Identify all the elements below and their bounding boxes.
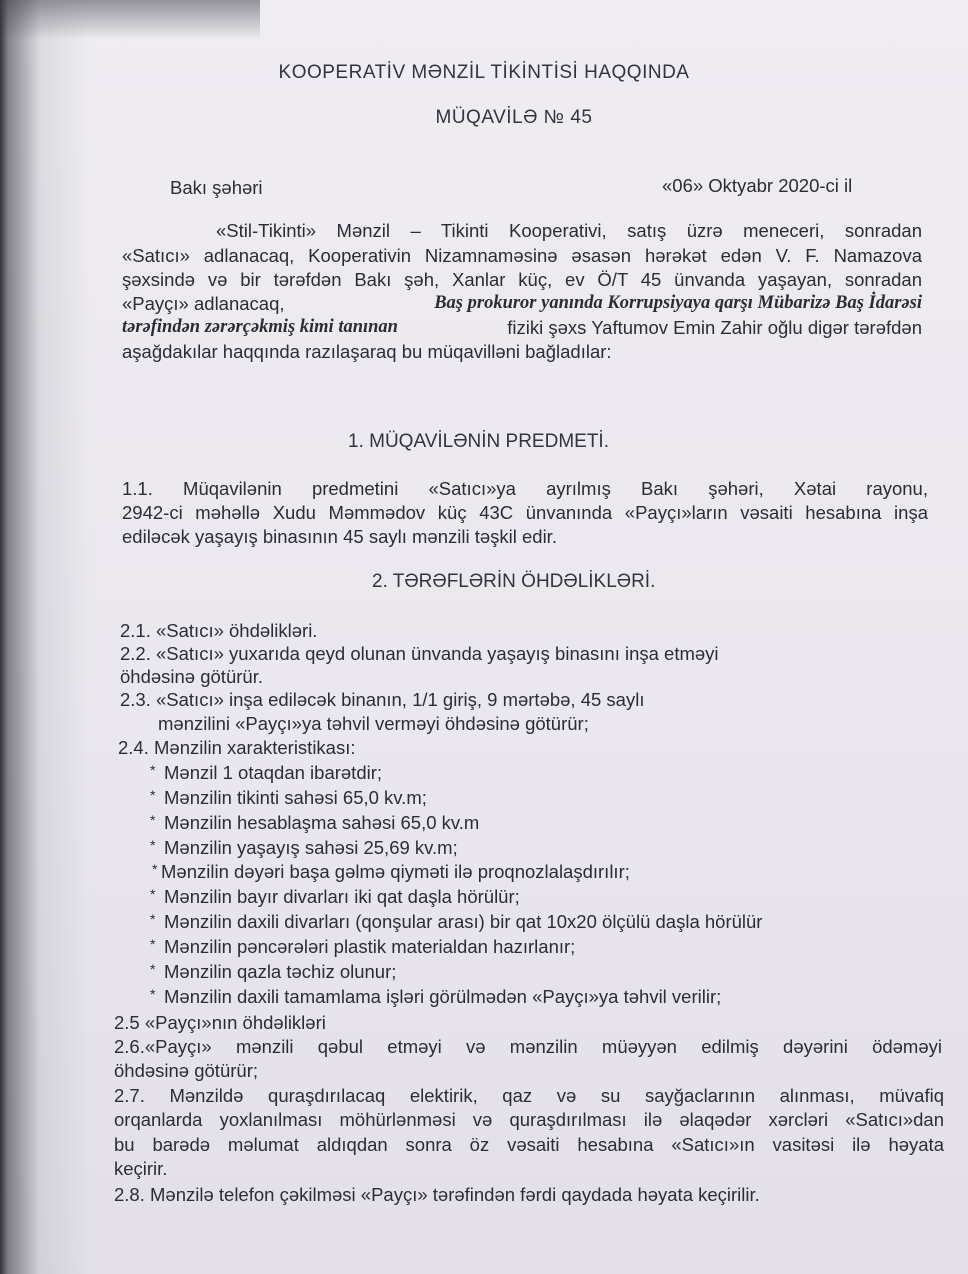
characteristic-item [150, 762, 382, 784]
characteristic-item [150, 961, 396, 983]
clause-1-1-line-3: ediləcək yaşayış binasının 45 saylı mənzili təşkil edir. [122, 526, 557, 547]
characteristic-text: Mənzilin yaşayış sahəsi 25,69 kv.m; [164, 837, 458, 858]
characteristic-item [150, 886, 520, 908]
characteristic-text: Mənzilin daxili divarları (qonşular arası) bir qat 10x20 ölçülü daşla hörülür [164, 911, 763, 932]
clause-2-3-line-2: mənzilini «Payçı»ya təhvil verməyi öhdəsinə götürür; [158, 713, 589, 734]
characteristic-text: Mənzilin daxili tamamlama işləri görülmədən «Payçı»ya təhvil verilir; [164, 986, 722, 1007]
intro-line-5 [122, 317, 922, 339]
characteristic-item [150, 911, 762, 933]
intro-line-4 [122, 293, 922, 315]
intro-line-1: «Stil-Tikinti» Mənzil – Tikinti Kooperativi, satış üzrə meneceri, sonradan [216, 220, 922, 241]
bullet-icon: * [150, 812, 156, 828]
clause-2-6-line-1: 2.6.«Payçı» mənzili qəbul etməyi və mənzilin müəyyən edilmiş dəyərini ödəməyi [114, 1036, 942, 1057]
clause-2-4: 2.4. Mənzilin xarakteristikası: [118, 737, 356, 758]
clause-2-7-line-1: 2.7. Mənzildə quraşdırılacaq elektirik, qaz və su sayğaclarının alınması, müvafiq [114, 1085, 944, 1106]
characteristic-text: Mənzilin dəyəri başa gəlmə qiyməti ilə proqnozlalaşdırılır; [161, 861, 630, 882]
page-edge-shadow [0, 0, 90, 1274]
clause-2-7-line-3: bu barədə məlumat aldıqdan sonra öz vəsaiti hesabına «Satıcı»ın vasitəsi ilə həyata [114, 1134, 944, 1155]
clause-2-8: 2.8. Mənzilə telefon çəkilməsi «Payçı» tərəfindən fərdi qaydada həyata keçirilir. [114, 1184, 760, 1205]
characteristic-item [150, 936, 575, 958]
bullet-icon: * [150, 787, 156, 803]
bullet-icon: * [150, 886, 156, 902]
characteristic-text: Mənzil 1 otaqdan ibarətdir; [164, 762, 383, 783]
clause-2-7-line-4: keçirir. [114, 1158, 168, 1179]
intro-line-4-plain: «Payçı» adlanacaq, [122, 293, 285, 314]
clause-1-1-line-2: 2942-ci məhəllə Xudu Məmmədov küç 43C ünvanında «Payçı»ların vəsaiti hesabına inşa [122, 502, 928, 523]
bullet-icon: * [150, 936, 156, 952]
city-label: Bakı şəhəri [170, 177, 263, 198]
contract-number: MÜQAVİLƏ № 45 [435, 107, 593, 128]
intro-line-3: şəxsində və bir tərəfdən Bakı şəh, Xanlar küç, ev Ö/T 45 ünvanda yaşayan, sonradan [122, 269, 922, 290]
intro-line-6: aşağdakılar haqqında razılaşaraq bu müqavilləni bağladılar: [122, 341, 612, 362]
contract-title: KOOPERATİV MƏNZİL TİKİNTİSİ HAQQINDA [278, 62, 690, 83]
bullet-icon: * [150, 911, 156, 927]
characteristic-item [150, 986, 721, 1008]
characteristic-text: Mənzilin tikinti sahəsi 65,0 kv.m; [164, 787, 427, 808]
characteristic-text: Mənzilin pəncərələri plastik materialdan hazırlanır; [164, 936, 576, 957]
intro-line-5-plain: fiziki şəxs Yaftumov Emin Zahir oğlu digər tərəfdən [507, 317, 922, 338]
characteristic-text: Mənzilin qazla təchiz olunur; [164, 961, 397, 982]
top-shadow [0, 0, 260, 40]
intro-line-5-italic: tərəfindən zərərçəkmiş kimi tanınan [122, 317, 398, 337]
characteristic-item [150, 837, 458, 859]
clause-2-7-line-2: orqanlarda yoxlanılması möhürlənməsi və quraşdırılması ilə əlaqədər xərcləri «Satıcı»dan [114, 1109, 944, 1130]
bullet-icon: * [150, 961, 156, 977]
bullet-icon: * [152, 861, 158, 877]
clause-2-6-line-2: öhdəsinə götürür; [114, 1060, 258, 1081]
intro-line-4-italic: Baş prokuror yanında Korrupsiyaya qarşı Mübarizə Baş İdarəsi [434, 293, 922, 313]
section-1-heading: 1. MÜQAVİLƏNİN PREDMETİ. [348, 431, 609, 452]
clause-2-2-line-1: 2.2. «Satıcı» yuxarıda qeyd olunan ünvanda yaşayış binasını inşa etməyi [120, 643, 719, 664]
bullet-icon: * [150, 986, 156, 1002]
characteristic-item [152, 861, 630, 883]
section-2-heading: 2. TƏRƏFLƏRİN ÖHDƏLİKLƏRİ. [372, 571, 656, 592]
clause-2-2-line-2: öhdəsinə götürür. [120, 666, 263, 687]
characteristic-item [150, 787, 427, 809]
characteristic-text: Mənzilin bayır divarları iki qat daşla hörülür; [164, 886, 520, 907]
bullet-icon: * [150, 762, 156, 778]
clause-1-1-line-1: 1.1. Müqavilənin predmetini «Satıcı»ya ayrılmış Bakı şəhəri, Xətai rayonu, [122, 478, 928, 499]
contract-date: «06» Oktyabr 2020-ci il [662, 175, 853, 196]
intro-line-2: «Satıcı» adlanacaq, Kooperativin Nizamnaməsinə əsasən hərəkət edən V. F. Namazova [122, 245, 922, 266]
clause-2-1: 2.1. «Satıcı» öhdəlikləri. [120, 620, 318, 641]
characteristic-item [150, 812, 479, 834]
clause-2-5: 2.5 «Payçı»nın öhdəlikləri [114, 1012, 326, 1033]
bullet-icon: * [150, 837, 156, 853]
characteristic-text: Mənzilin hesablaşma sahəsi 65,0 kv.m [164, 812, 480, 833]
clause-2-3-line-1: 2.3. «Satıcı» inşa ediləcək binanın, 1/1 giriş, 9 mərtəbə, 45 saylı [120, 689, 645, 710]
